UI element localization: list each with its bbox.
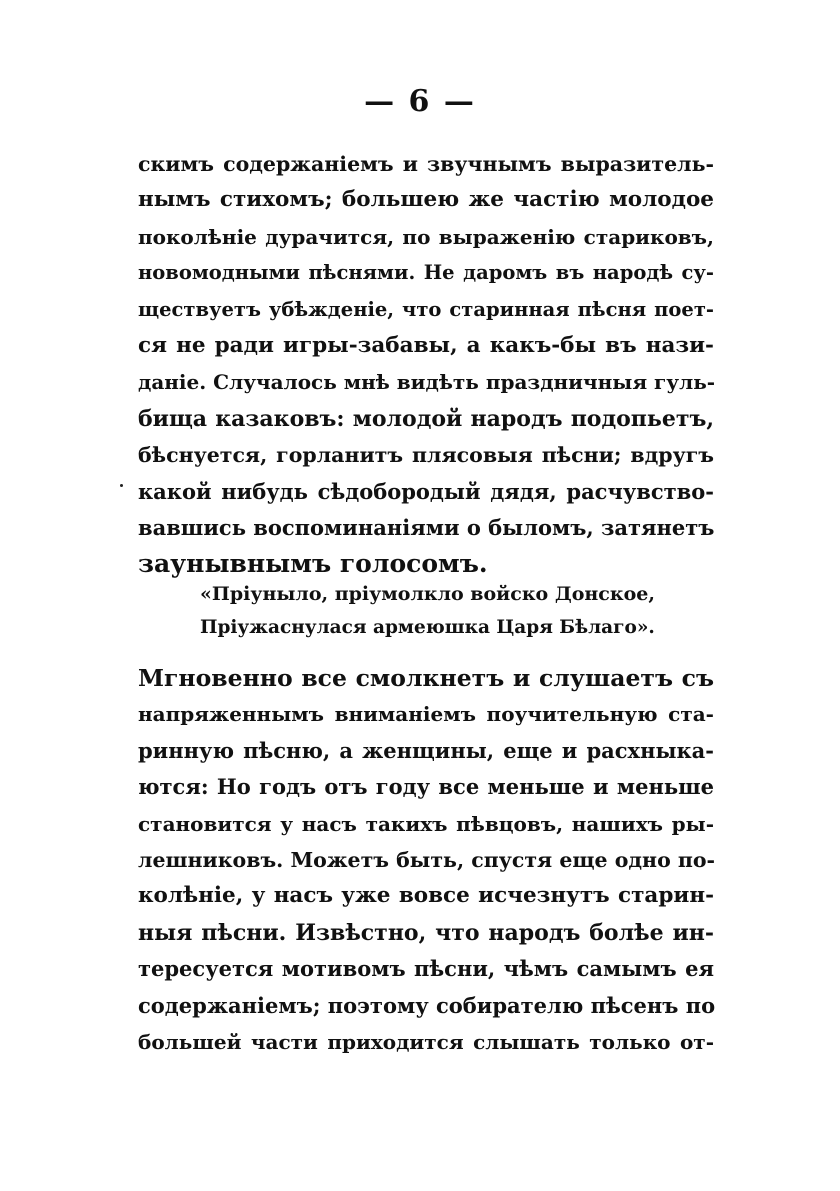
text-line: вавшись воспоминаніями о быломъ, затянетъ [138,514,715,540]
text-line: скимъ содержаніемъ и звучнымъ выразитель- [138,152,714,176]
text-line: новомодными пѣснями. Не даромъ въ народѣ су- [138,261,714,285]
verse-line: «Пріуныло, пріумолкло войско Донское, [200,583,655,605]
text-line: напряженнымъ вниманіемъ поучительную ста- [138,702,714,727]
text-line: ся не ради игры-забавы, а какъ-бы въ нази- [138,332,714,358]
paragraph-1 [138,146,714,583]
verse-quote [200,578,660,644]
paragraph-2 [138,660,714,1060]
text-line: ныя пѣсни. Извѣстно, что народъ болѣе ин- [138,919,714,946]
text-line: бѣснуется, горланитъ плясовыя пѣсни; вдругъ [138,443,714,468]
text-line: какой нибудь сѣдобородый дядя, расчувство- [138,478,714,504]
text-line: становится у насъ такихъ пѣвцовъ, нашихъ ры- [138,811,714,836]
page-number: — 6 — [364,84,476,119]
text-line: Мгновенно все смолкнетъ и слушаетъ съ [138,664,714,692]
text-line: содержаніемъ; поэтому собирателю пѣсенъ по [138,992,716,1018]
text-line: большей части приходится слышать только от- [138,1029,714,1054]
stray-mark [120,484,123,487]
text-line: колѣніе, у насъ уже вовсе исчезнутъ старин- [138,883,714,909]
verse-line: Пріужаснулася армеюшка Царя Бѣлаго». [200,617,655,638]
text-line: бища казаковъ: молодой народъ подопьетъ, [138,405,714,432]
text-line: ются: Но годъ отъ году все меньше и меньше [138,774,714,800]
text-line: лешниковъ. Можетъ быть, спустя еще одно по- [138,847,716,872]
text-line: заунывнымъ голосомъ. [138,549,488,579]
text-line: нымъ стихомъ; большею же частію молодое [138,187,714,213]
text-line: даніе. Случалось мнѣ видѣть праздничныя гуль- [138,370,716,395]
text-line: ринную пѣсню, а женщины, еще и расхныка- [138,737,714,763]
text-line: ществуетъ убѣжденіе, что старинная пѣсня поет- [138,297,714,321]
text-line: тересуется мотивомъ пѣсни, чѣмъ самымъ ея [138,956,714,982]
text-line: поколѣніе дурачится, по выраженію стариковъ, [138,224,714,249]
